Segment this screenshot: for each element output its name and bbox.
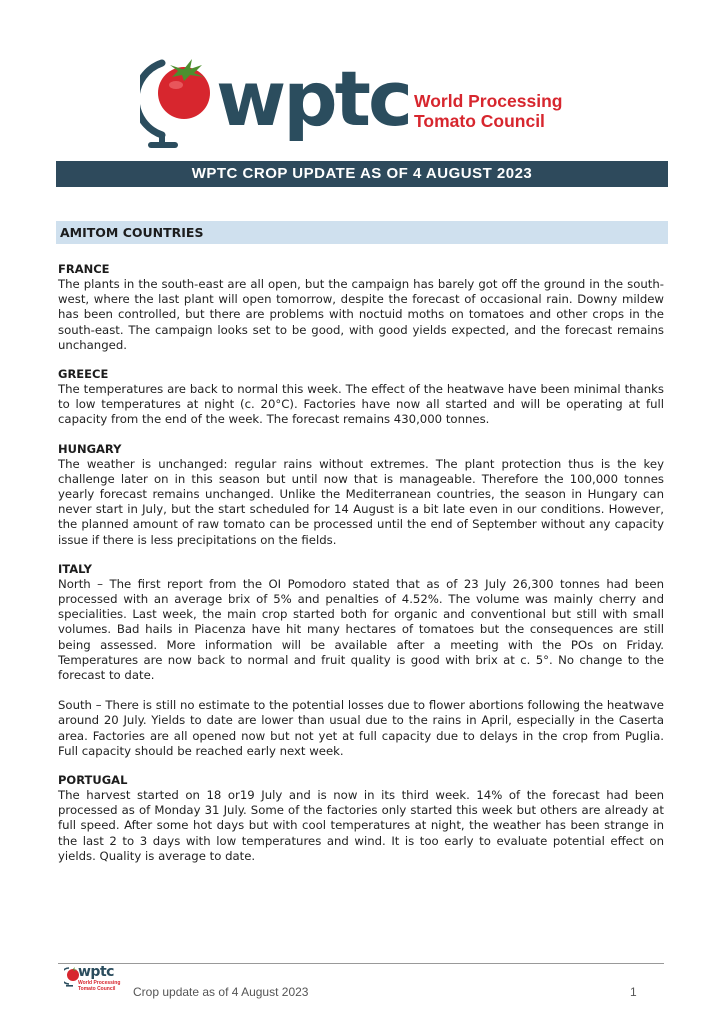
country-paragraph: South – There is still no estimate to the potential losses due to flower abortions following the heatwave around 20 July. Yields to date are lower than usual due to the rains in April, especially in the Caserta area. Factories are all opened now but not yet at full capacity due to delays in the crop from Puglia. Full capacity should be reached early next week. — [58, 698, 664, 758]
logo-org-name — [414, 91, 562, 131]
document-title: WPTC CROP UPDATE AS OF 4 AUGUST 2023 — [56, 161, 668, 187]
country-greece — [58, 367, 664, 428]
country-paragraph: The plants in the south-east are all open, but the campaign has barely got off the ground in the south-west, where the last plant will open tomorrow, despite the forecast of occasional rain. Downy mildew has been controlled, but there are problems with noctuid moths on tomatoes and other crops in the south-east. The campaign looks set to be good, with good yields expected, and the forecast remains unchanged. — [58, 277, 664, 352]
country-italy — [58, 562, 664, 759]
country-list — [58, 262, 664, 878]
footer-divider — [58, 963, 664, 964]
country-portugal — [58, 773, 664, 864]
footer-logo — [64, 966, 126, 998]
logo-wordmark: wptc — [216, 54, 410, 143]
country-heading: PORTUGAL — [58, 773, 128, 788]
footer-logo-org-line1: World Processing — [78, 980, 121, 986]
country-heading: HUNGARY — [58, 441, 122, 456]
country-hungary — [58, 442, 664, 548]
globe-tomato-icon — [140, 55, 220, 155]
footer-logo-org — [78, 980, 120, 992]
footer-logo-org-line2: Tomato Council — [78, 986, 116, 992]
country-heading: ITALY — [58, 561, 92, 576]
page-number: 1 — [630, 985, 637, 999]
country-paragraph: North – The first report from the OI Pomodoro stated that as of 23 July 26,300 tonnes had been processed with an average brix of 5% and penalties of 4.52%. The volume was mainly cherry and specialities. Last week, the main crop started both for organic and conventional but still with small volumes. Bad hails in Piacenza have hit many hectares of tomatoes but the consequences are still being assessed. More information will be available after a meeting with the POs on Friday. Temperatures are now back to normal and fruit quality is good with brix at c. 5°. No change to the forecast to date. — [58, 576, 664, 683]
footer-text: Crop update as of 4 August 2023 — [133, 985, 309, 999]
country-paragraph: The weather is unchanged: regular rains without extremes. The plant protection thus is the key challenge later on in this season but until now that is manageable. Therefore the 100,000 tonnes yearly forecast remains unchanged. Unlike the Mediterranean countries, the season in Hungary can never start in July, but the start scheduled for 14 August is a bit late even in our conditions. However, the planned amount of raw tomato can be processed until the end of September without any capacity issue if there is less precipitations on the fields. — [58, 456, 664, 547]
country-paragraph: The temperatures are back to normal this week. The effect of the heatwave have been minimal thanks to low temperatures at night (c. 20°C). Factories have now all started and will be operating at full capacity from the end of the week. The forecast remains 430,000 tonnes. — [58, 382, 664, 427]
wptc-logo — [140, 55, 600, 155]
footer-logo-wordmark: wptc — [78, 964, 114, 980]
country-paragraph: The harvest started on 18 or19 July and is now in its third week. 14% of the forecast had been processed as of Monday 31 July. Some of the factories only started this week but others are already at full speed. After some hot days but with cool temperatures at night, the weather has been strange in the last 2 to 3 days with low temperatures and wind. It is too early to evaluate potential effect on yields. Quality is average to date. — [58, 788, 664, 863]
logo-org-line2: Tomato Council — [414, 111, 545, 131]
logo-org-line1: World Processing — [414, 91, 563, 111]
country-france — [58, 262, 664, 353]
country-heading: FRANCE — [58, 262, 110, 276]
country-heading: GREECE — [58, 367, 109, 382]
section-heading: AMITOM COUNTRIES — [56, 221, 668, 244]
